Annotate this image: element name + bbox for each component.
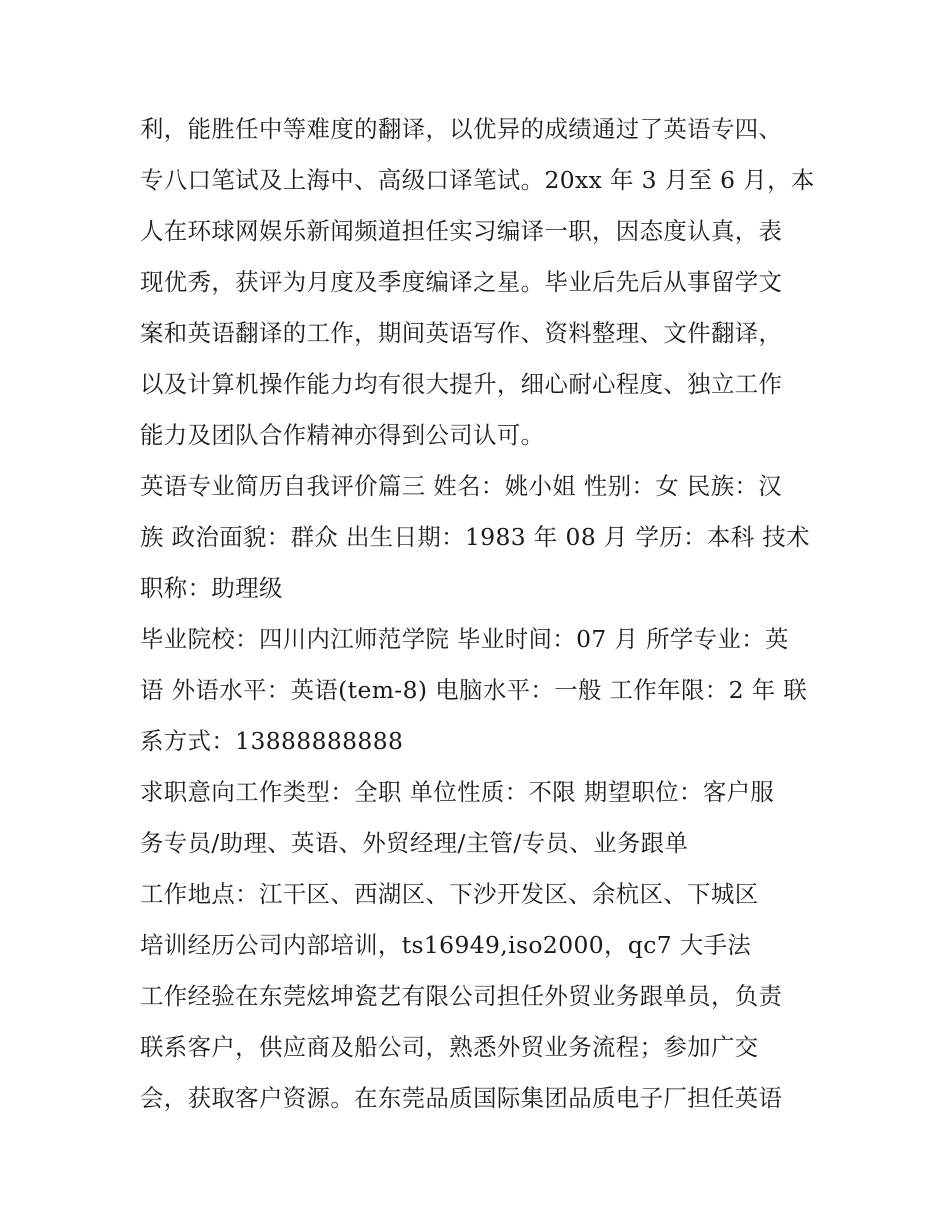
paragraph-work-location [140, 869, 812, 920]
text-line: 系方式：13888888888 [140, 727, 404, 755]
text-line: 毕业院校：四川内江师范学院 毕业时间：07 月 所学专业：英 [140, 625, 789, 653]
text-line: 求职意向工作类型：全职 单位性质：不限 期望职位：客户服 [140, 778, 775, 806]
text-line: 以及计算机操作能力均有很大提升，细心耐心程度、独立工作 [140, 370, 783, 398]
paragraph-job-intention [140, 767, 812, 869]
text-line: 语 外语水平：英语(tem-8) 电脑水平：一般 工作年限：2 年 联 [140, 676, 808, 704]
text-line: 利，能胜任中等难度的翻译，以优异的成绩通过了英语专四、 [140, 115, 783, 143]
document-body [140, 104, 815, 1124]
text-line: 能力及团队合作精神亦得到公司认可。 [140, 421, 545, 449]
text-line: 会，获取客户资源。在东莞品质国际集团品质电子厂担任英语 [140, 1084, 783, 1112]
text-line: 现优秀，获评为月度及季度编译之星。毕业后先后从事留学文 [140, 268, 783, 296]
text-line: 职称：助理级 [140, 574, 283, 602]
text-line: 务专员/助理、英语、外贸经理/主管/专员、业务跟单 [140, 829, 689, 857]
paragraph-education-info [140, 614, 812, 767]
text-line: 人在环球网娱乐新闻频道担任实习编译一职，因态度认真，表 [140, 217, 783, 245]
text-line: 工作地点：江干区、西湖区、下沙开发区、余杭区、下城区 [140, 880, 759, 908]
paragraph-personal-info [140, 461, 812, 614]
paragraph-work-experience [140, 971, 812, 1124]
text-line: 英语专业简历自我评价篇三 姓名：姚小姐 性别：女 民族：汉 [140, 472, 783, 500]
paragraph-training [140, 920, 812, 971]
text-line: 族 政治面貌：群众 出生日期：1983 年 08 月 学历：本科 技术 [140, 523, 810, 551]
text-line: 培训经历公司内部培训，ts16949,iso2000，qc7 大手法 [140, 931, 752, 959]
text-line: 专八口笔试及上海中、高级口译笔试。20xx 年 3 月至 6 月，本 [140, 166, 815, 194]
paragraph-translation-experience [140, 104, 815, 461]
text-line: 工作经验在东莞炫坤瓷艺有限公司担任外贸业务跟单员，负责 [140, 982, 783, 1010]
text-line: 案和英语翻译的工作，期间英语写作、资料整理、文件翻译， [140, 319, 783, 347]
text-line: 联系客户，供应商及船公司，熟悉外贸业务流程；参加广交 [140, 1033, 759, 1061]
